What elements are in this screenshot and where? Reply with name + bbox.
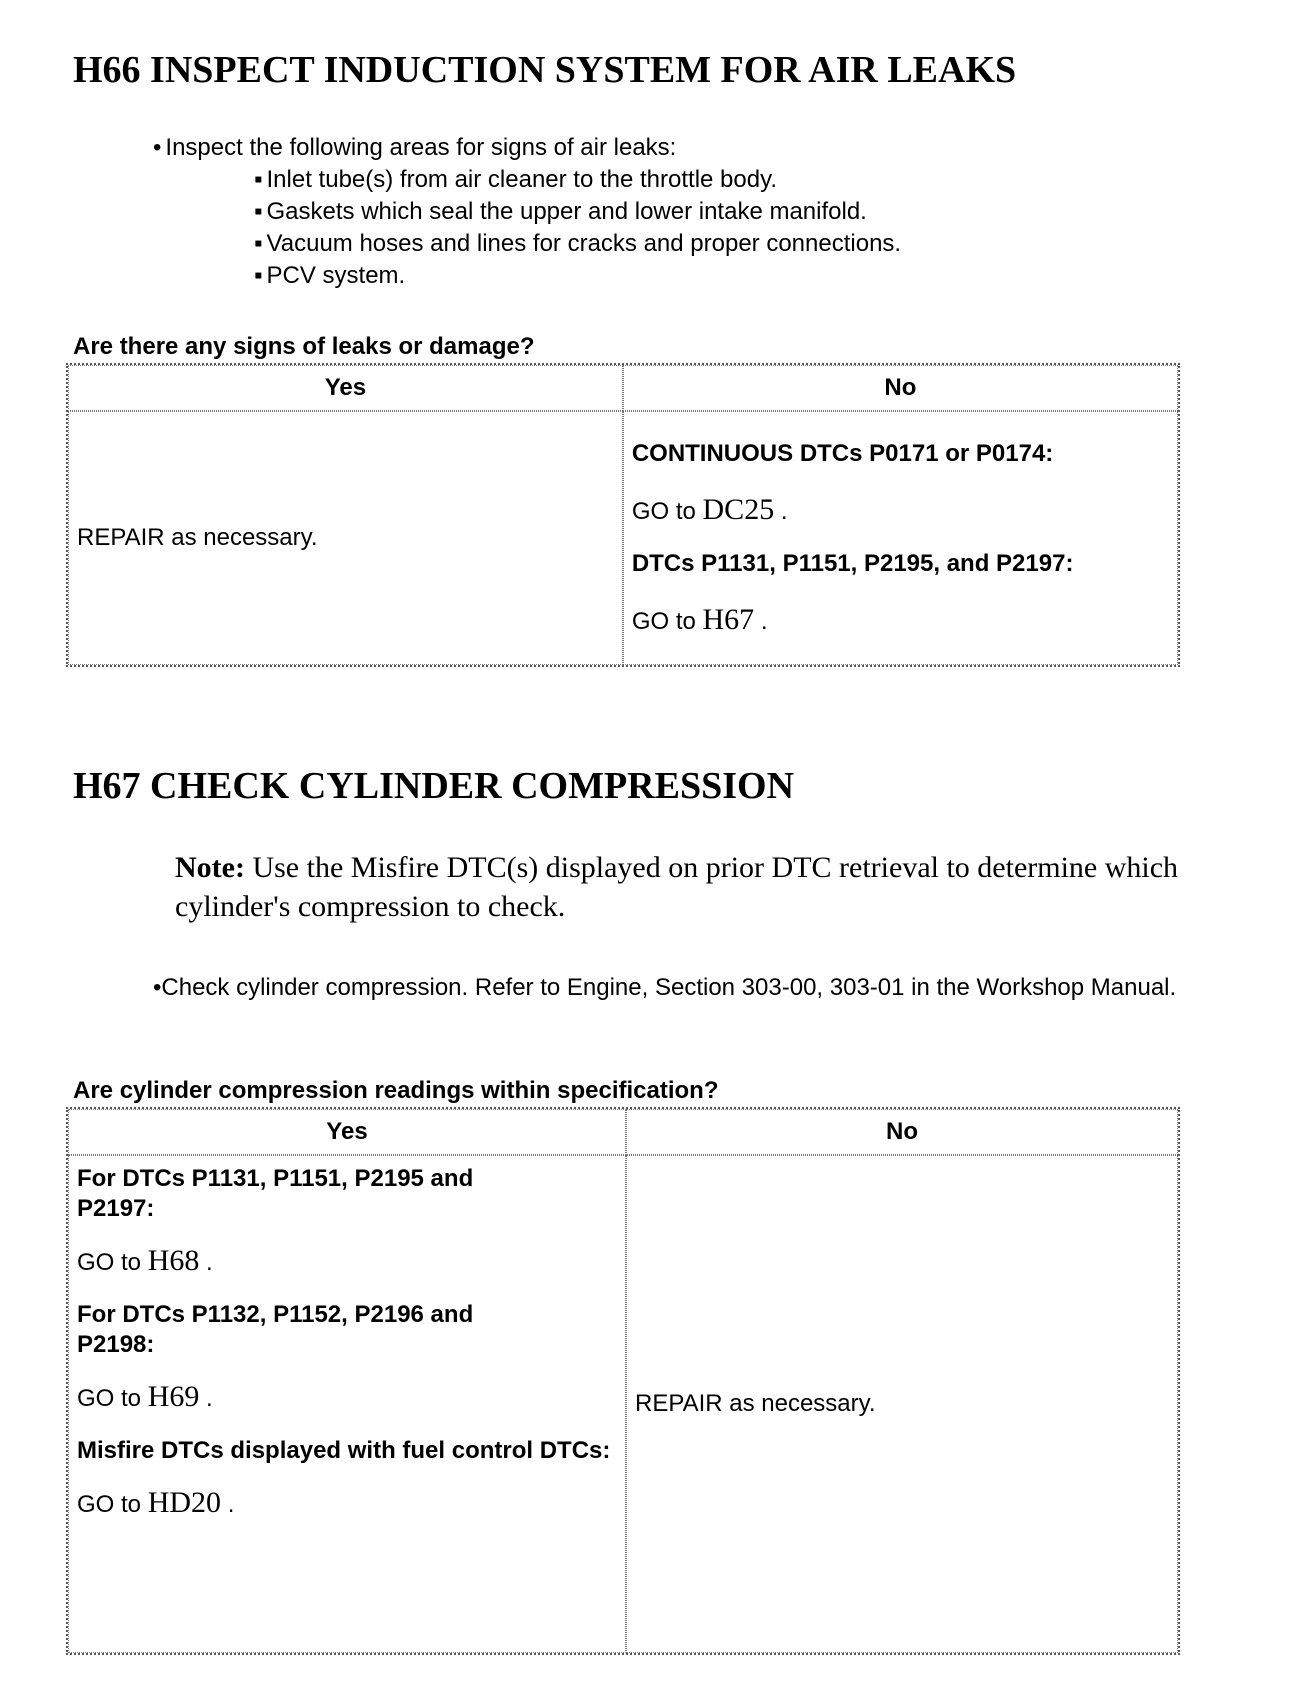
h66-item [254, 196, 867, 228]
h67-yes-goto-2: GO to H69 . [77, 1380, 213, 1413]
h67-step [153, 972, 1273, 1004]
col-no-header: No [626, 1109, 1178, 1155]
h66-yes-text: REPAIR as necessary. [77, 524, 318, 551]
h67-yes-cell [68, 1155, 626, 1653]
h67-yes-goto-3: GO to HD20 . [77, 1486, 235, 1519]
h67-step-text: Check cylinder compression. Refer to Engine, Section 303-00, 303-01 in the Workshop Manual. [161, 974, 1177, 1001]
h68-link[interactable]: H68 [147, 1244, 200, 1277]
h66-item-text: Gaskets which seal the upper and lower intake manifold. [266, 198, 867, 225]
h67-yes-label-2: For DTCs P1132, P1152, P2196 and P2198: [77, 1301, 474, 1358]
h67-no-text: REPAIR as necessary. [635, 1390, 876, 1417]
goto-text: GO to [77, 1491, 142, 1518]
h66-no-goto-2: GO to H67 . [631, 603, 768, 636]
h66-item-text: Vacuum hoses and lines for cracks and proper connections. [266, 230, 902, 257]
table-header-row [68, 365, 1178, 411]
col-yes-header: Yes [68, 365, 623, 411]
note-label: Note: [175, 851, 245, 884]
col-yes-header: Yes [68, 1109, 626, 1155]
h66-question: Are there any signs of leaks or damage? [73, 333, 535, 360]
h67-table [66, 1107, 1180, 1655]
table-row [68, 1155, 1178, 1653]
h66-intro [153, 132, 676, 164]
hd20-link[interactable]: HD20 [147, 1486, 222, 1519]
h66-table [66, 363, 1180, 667]
h67-no-cell [626, 1155, 1178, 1653]
h66-title: H66 INSPECT INDUCTION SYSTEM FOR AIR LEAKS [73, 49, 1017, 91]
h66-no-goto-1: GO to DC25 . [631, 493, 788, 526]
h69-link[interactable]: H69 [147, 1380, 200, 1413]
h66-intro-text: Inspect the following areas for signs of air leaks: [165, 134, 677, 161]
h67-title: H67 CHECK CYLINDER COMPRESSION [73, 765, 795, 807]
goto-text: GO to [631, 608, 696, 635]
h66-no-label-2: DTCs P1131, P1151, P2195, and P2197: [631, 550, 1074, 577]
note-text: Use the Misfire DTC(s) displayed on prior DTC retrieval to determine which cylinder's compression to check. [175, 851, 1179, 923]
h66-no-label-1: CONTINUOUS DTCs P0171 or P0174: [631, 440, 1054, 467]
bullet-icon: • [153, 974, 162, 1001]
h66-item-text: Inlet tube(s) from air cleaner to the throttle body. [266, 166, 777, 193]
dc25-link[interactable]: DC25 [702, 493, 775, 526]
h67-yes-goto-1: GO to H68 . [77, 1244, 213, 1277]
h67-yes-label-3: Misfire DTCs displayed with fuel control DTCs: [77, 1437, 611, 1464]
h67-step-item [153, 972, 1273, 1004]
h66-item [254, 228, 901, 260]
col-no-header: No [623, 365, 1178, 411]
h66-yes-cell [68, 411, 623, 665]
table-header-row [68, 1109, 1178, 1155]
goto-text: GO to [631, 498, 696, 525]
h67-link[interactable]: H67 [702, 603, 755, 636]
h66-item [254, 164, 777, 196]
h67-yes-label-1: For DTCs P1131, P1151, P2195 and P2197: [77, 1165, 474, 1222]
h66-item-text: PCV system. [266, 262, 406, 289]
goto-text: GO to [77, 1385, 142, 1412]
h67-note [175, 848, 1235, 926]
h67-question: Are cylinder compression readings within specification? [73, 1077, 719, 1104]
h66-no-cell [623, 411, 1178, 665]
table-row [68, 411, 1178, 665]
goto-text: GO to [77, 1249, 142, 1276]
h66-item [254, 260, 405, 292]
